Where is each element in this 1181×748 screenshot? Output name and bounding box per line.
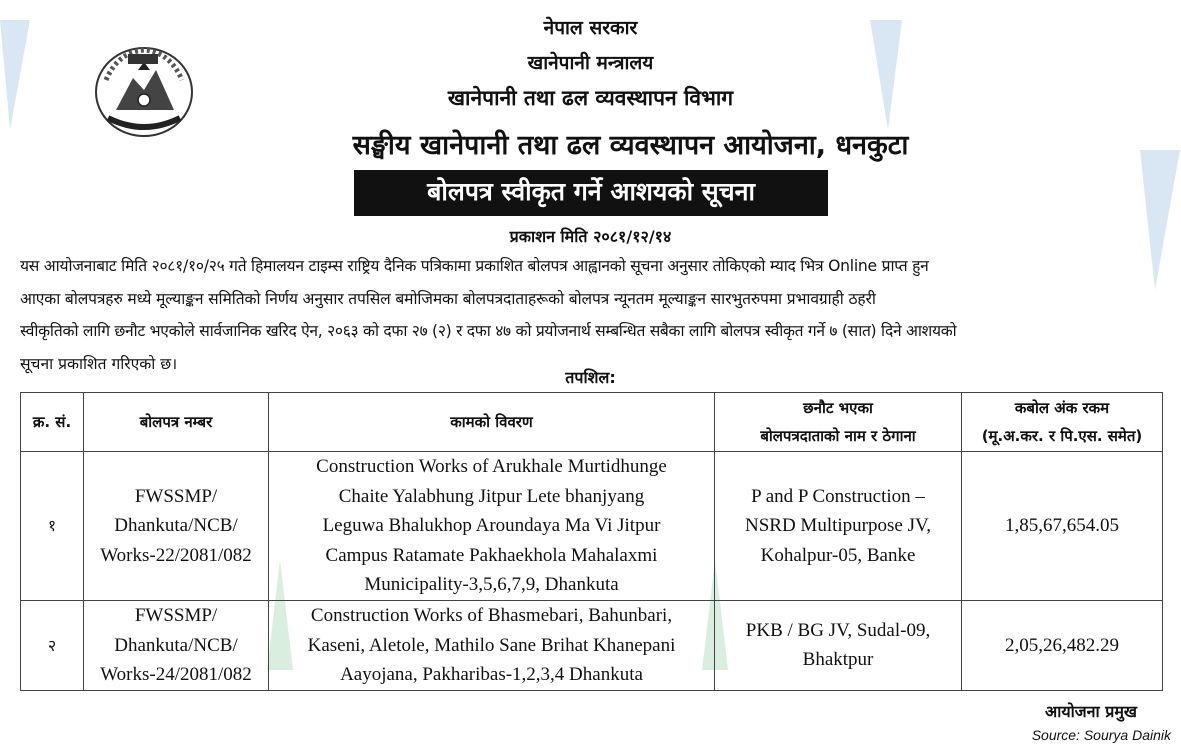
row-amount: 1,85,67,654.05 xyxy=(962,452,1163,601)
row-sn: २ xyxy=(21,601,84,691)
header-bidder xyxy=(715,393,962,452)
header-bid-number: बोलपत्र नम्बर xyxy=(84,393,269,452)
signature-title: आयोजना प्रमुख xyxy=(1045,702,1138,721)
header-sn: क्र. सं. xyxy=(21,393,84,452)
bidder-line: P and P Construction – xyxy=(751,485,925,507)
bidder-line: NSRD Multipurpose JV, xyxy=(745,515,931,537)
row-description xyxy=(269,601,715,691)
table-row xyxy=(21,601,1163,691)
description-line: Municipality-3,5,6,7,9, Dhankuta xyxy=(364,574,619,596)
bid-number-line: Works-22/2081/082 xyxy=(100,544,252,566)
government-name: नेपाल सरकार xyxy=(543,17,638,39)
description-line: Campus Ratamate Pakhaekhola Mahalaxmi xyxy=(325,544,658,566)
row-amount: 2,05,26,482.29 xyxy=(962,601,1163,691)
header-bidder-line: छनौट भएका xyxy=(803,399,873,417)
description-line: Chaite Yalabhung Jitpur Lete bhanjyang xyxy=(338,485,645,507)
description-line: Aayojana, Pakharibas-1,2,3,4 Dhankuta xyxy=(340,664,643,685)
ministry-name: खानेपानी मन्त्रालय xyxy=(527,52,654,74)
details-heading: तपशिल: xyxy=(565,368,616,387)
publish-date: प्रकाशन मिति २०८१/१२/१४ xyxy=(509,227,672,246)
table-header-row xyxy=(21,393,1163,452)
table-row xyxy=(21,452,1163,601)
bid-number-line: FWSSMP/ xyxy=(134,605,218,626)
row-bid-number xyxy=(84,601,269,691)
source-credit: Source: Sourya Dainik xyxy=(1031,727,1171,743)
department-name: खानेपानी तथा ढल व्यवस्थापन विभाग xyxy=(447,86,734,110)
description-line: Kaseni, Aletole, Mathilo Sane Brihat Khanepani xyxy=(307,634,676,656)
notice-body-line: आएका बोलपत्रहरु मध्ये मूल्याङ्कन समितिको निर्णय अनुसार तपसिल बमोजिमका बोलपत्रदाताहरूको बोलपत्र न्यूनतम मूल्याङ्कन सारभुतरुपमा प्रभावग्राही ठहरी xyxy=(20,290,876,308)
notice-body-line: स्वीकृतिको लागि छनौट भएकोले सार्वजानिक खरिद ऐन, २०६३ को दफा २७ (२) र दफा ४७ को प्रयोजनार्थ सम्बन्धित सबैका लागि बोलपत्र स्वीकृत गर्ने ७ (सात) दिने आशयको xyxy=(20,322,957,340)
notice-body-line: यस आयोजनाबाट मिति २०८१/१०/२५ गते हिमालयन टाइम्स राष्ट्रिय दैनिक पत्रिकामा प्रकाशित बोलपत्र आह्वानको सूचना अनुसार तोकिएको म्याद भित्र Online प्राप्त हुन xyxy=(20,257,929,275)
header-amount-line: (मू.अ.कर. र पि.एस. समेत) xyxy=(981,427,1143,445)
bidder-line: Bhaktpur xyxy=(802,649,874,671)
row-bidder xyxy=(715,601,962,691)
project-name: सङ्घीय खानेपानी तथा ढल व्यवस्थापन आयोजना, धनकुटा xyxy=(352,130,909,161)
row-bidder xyxy=(715,452,962,601)
description-line: Construction Works of Arukhale Murtidhunge xyxy=(316,456,667,478)
bid-number-line: Dhankuta/NCB/ xyxy=(114,515,238,537)
bidder-line: PKB / BG JV, Sudal-09, xyxy=(745,619,931,641)
notice-title: बोलपत्र स्वीकृत गर्ने आशयको सूचना xyxy=(354,170,828,216)
bid-number-line: FWSSMP/ xyxy=(134,485,218,507)
row-sn: १ xyxy=(21,452,84,601)
row-bid-number xyxy=(84,452,269,601)
bid-award-table xyxy=(20,392,1163,691)
row-description xyxy=(269,452,715,601)
header-amount xyxy=(962,393,1163,452)
bid-number-line: Works-24/2081/082 xyxy=(100,664,252,685)
description-line: Leguwa Bhalukhop Aroundaya Ma Vi Jitpur xyxy=(322,515,661,537)
bid-number-line: Dhankuta/NCB/ xyxy=(114,634,238,656)
header-description: कामको विवरण xyxy=(269,393,715,452)
notice-body-line: सूचना प्रकाशित गरिएको छ। xyxy=(20,355,178,373)
header-bidder-line: बोलपत्रदाताको नाम र ठेगाना xyxy=(760,427,916,445)
bidder-line: Kohalpur-05, Banke xyxy=(760,544,916,566)
description-line: Construction Works of Bhasmebari, Bahunbari, xyxy=(310,605,673,626)
header-amount-line: कबोल अंक रकम xyxy=(1014,399,1110,417)
